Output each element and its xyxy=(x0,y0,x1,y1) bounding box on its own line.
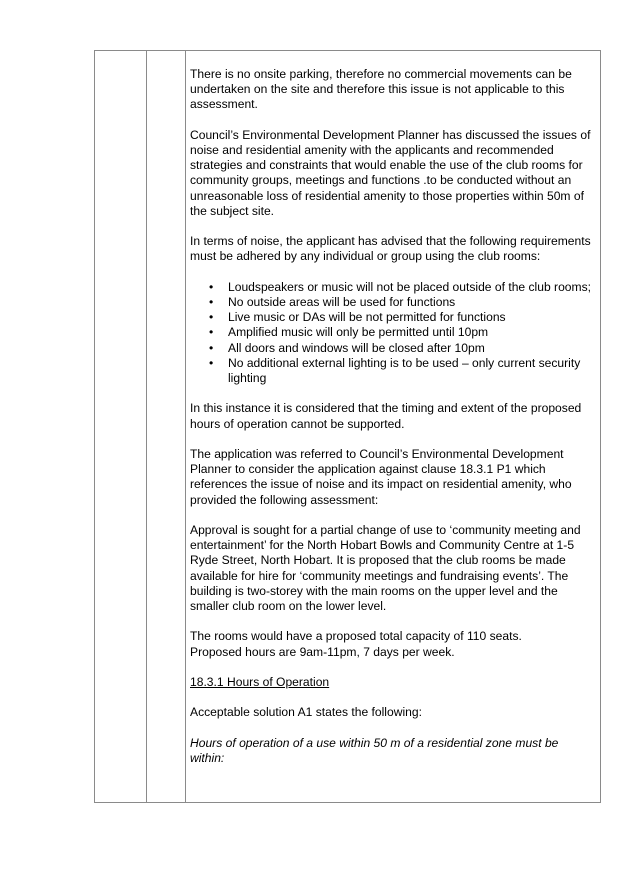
hours-quote-paragraph: Hours of operation of a use within 50 m of a residential zone must be within: xyxy=(190,735,559,765)
bullet-icon: • xyxy=(209,279,214,294)
timing-conclusion-paragraph: In this instance it is considered that the timing and extent of the proposed hours of operation cannot be supported. xyxy=(190,401,582,431)
list-item: • All doors and windows will be closed after 10pm xyxy=(209,340,485,355)
column-divider-1 xyxy=(146,51,147,802)
list-item: • Amplified music will only be permitted until 10pm xyxy=(209,325,489,340)
requirements-list xyxy=(190,280,595,386)
bullet-icon: • xyxy=(209,310,214,325)
bullet-icon: • xyxy=(209,325,214,340)
acceptable-solution-paragraph: Acceptable solution A1 states the following: xyxy=(190,705,422,720)
bullet-icon: • xyxy=(209,355,214,370)
list-item: • No additional external lighting is to be used – only current security lighting xyxy=(209,355,581,386)
capacity-hours-paragraph: The rooms would have a proposed total capacity of 110 seats. Proposed hours are 9am-11pm, 7 days per week. xyxy=(190,629,522,659)
bullet-icon: • xyxy=(209,295,214,309)
parking-paragraph: There is no onsite parking, therefore no commercial movements can be undertaken on the site and therefore this issue is not applicable to this assessment. xyxy=(190,67,572,112)
list-item: • Live music or DAs will be not permitted for functions xyxy=(209,310,506,325)
column-divider-2 xyxy=(185,51,186,802)
referral-paragraph: The application was referred to Council’s Environmental Development Planner to consider the application against clause 18.3.1 P1 which references the issue of noise and its impact on residential amenity, who provided the following assessment: xyxy=(190,447,572,507)
assessment-text-cell xyxy=(190,67,595,766)
proposal-description-paragraph: Approval is sought for a partial change of use to ‘community meeting and entertainment’ for the North Hobart Bowls and Community Centre at 1-5 Ryde Street, North Hobart. It is proposed that the club rooms be made available for hire for ‘community meetings and fundraising events’. The building is two-storey with the main rooms on the upper level and the smaller club room on the lower level. xyxy=(190,523,581,614)
noise-requirements-intro: In terms of noise, the applicant has advised that the following requirements must be adhered by any individual or group using the club rooms: xyxy=(190,234,591,264)
section-heading: 18.3.1 Hours of Operation xyxy=(190,675,330,689)
assessment-table xyxy=(94,50,601,803)
planner-discussion-paragraph: Council’s Environmental Development Planner has discussed the issues of noise and residential amenity with the applicants and recommended strategies and constraints that would enable the use of the club rooms for community groups, meetings and functions .to be conducted without an unreasonable loss of residential amenity to those properties within 50m of the subject site. xyxy=(190,127,591,218)
list-item: • Loudspeakers or music will not be placed outside of the club rooms; xyxy=(209,279,592,294)
bullet-icon: • xyxy=(209,340,214,355)
list-item: • No outside areas will be used for functions xyxy=(209,295,456,309)
